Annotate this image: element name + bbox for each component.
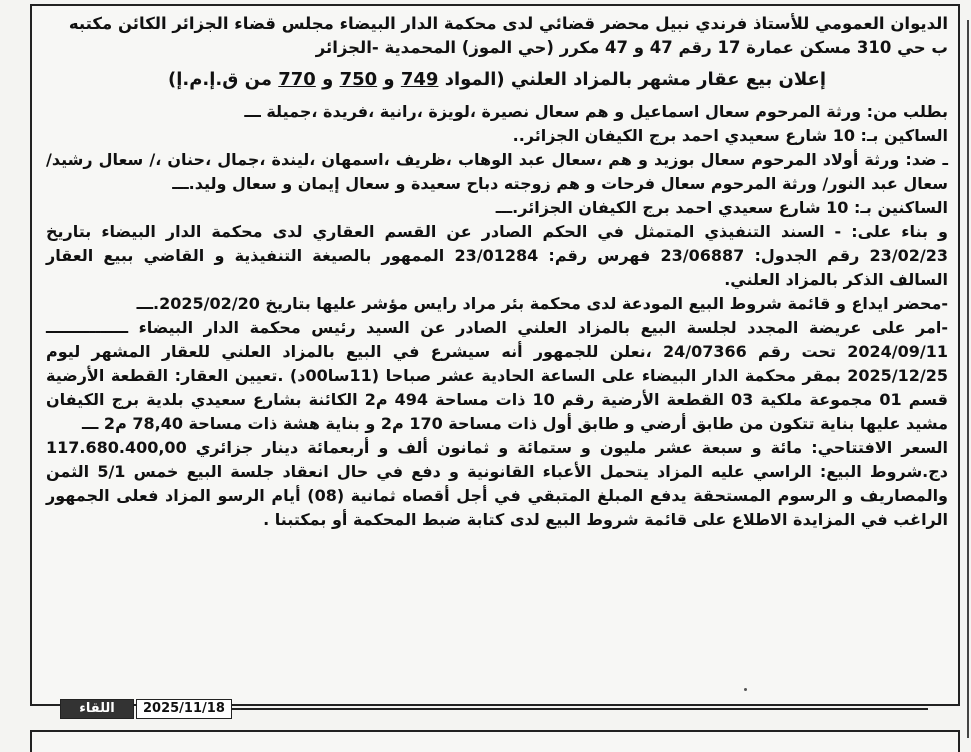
header	[46, 12, 948, 60]
paragraph-order: -امر على عريضة المجدد لجلسة البيع بالمزاد العلني الصادر عن السيد رئيس محكمة الدار البيضاء ـــــــــــــــ 2024/09/11 تحت رقم 24/07366 ،نعلن للجمهور أنه سيشرع في البيع بالمزاد العلني للعقار المشهر ليوم 2025/12/25 بمقر محكمة الدار البيضاء على الساعة الحادية عشر صباحا (11سا00د) .تعيين العقار: القطعة الأرضية قسم 01 مجموعة ملكية 03 القطعة الأرضية رقم 10 ذات مساحة 494 م2 الكائنة بشارع سعيدي بلدية برج الكيفان مشيد عليها بناية تتكون من طابق أرضي و طابق أول ذات مساحة 170 م2 و بناية هشة ذات مساحة 78,40 م2 ـــ	[46, 318, 949, 433]
paragraph-defendants: ـ ضد: ورثة أولاد المرحوم سعال بوزيد و هم ،سعال عبد الوهاب ،ظريف ،اسمهان ،ليندة ،جمال ،حنان ،/ سعال رشيد/ سعال عبد النور/ ورثة المرحوم سعال فرحات و هم زوجته دباح سعيدة و سعال إيمان و سعال وليد.ـــ	[46, 150, 948, 193]
print-speck	[744, 688, 747, 691]
footer-rule	[232, 708, 928, 710]
paragraph-price-conditions: السعر الافتتاحي: مائة و سبعة عشر مليون و ستمائة و ثمانون ألف و أربعمائة دينار جزائري 117.680.400,00 دج.شروط البيع: الراسي عليه المزاد يتحمل الأعباء القانونية و دفع في حال انعقاد جلسة البيع خمس 5/1 الثمن والمصاريف و الرسوم المستحقة يدفع المبلغ المتبقي في أجل أقصاه ثمانية (08) أيام الرسو المزاد فعلى الجمهور الراغب في المزايدة الاطلاع على قائمة شروط البيع لدى كتابة ضبط المحكمة أو بمكتبنا .	[46, 438, 949, 529]
paragraph-defendants-address: الساكنين بـ: 10 شارع سعيدي احمد برج الكيفان الجزائر.ـــ	[495, 198, 948, 217]
title-sep-1: و	[377, 69, 401, 90]
paragraph-basis: و بناء على: - السند التنفيذي المتمثل في الحكم الصادر عن القسم العقاري لدى محكمة الدار البيضاء بتاريخ 23/02/23 رقم الجدول: 23/06887 فهرس رقم: 23/01284 الممهور بالصيغة التنفيذية و القاضي ببيع العقار السالف الذكر بالمزاد العلني.	[46, 222, 949, 289]
publication-name: اللقاء	[60, 699, 134, 719]
notice-body	[32, 6, 958, 532]
notice-title	[46, 68, 948, 92]
header-line-2: ب حي 310 مسكن عمارة 17 رقم 47 و 47 مكرر (حي الموز) المحمدية -الجزائر	[315, 38, 948, 57]
title-prefix: إعلان بيع عقار مشهر بالمزاد العلني (المواد	[438, 69, 826, 90]
title-article-1: 749	[400, 69, 439, 90]
paragraph-requester: بطلب من: ورثة المرحوم سعال اسماعيل و هم سعال نصيرة ،لويزة ،رانية ،فريدة ،جميلة ـــ	[244, 102, 948, 121]
notice-frame	[30, 4, 960, 706]
page-edge-line	[967, 20, 969, 738]
title-article-3: 770	[278, 69, 316, 90]
publication-date: 2025/11/18	[136, 699, 232, 719]
publication-footer	[60, 698, 928, 720]
header-line-1: الديوان العمومي للأستاذ فرندي نبيل محضر قضائي لدى محكمة الدار البيضاء مجلس قضاء الجزائر الكائن مكتبه	[68, 14, 948, 33]
title-sep-2: و	[315, 69, 340, 90]
title-suffix: من ق.إ.م.إ)	[168, 69, 279, 90]
title-article-2: 750	[339, 69, 378, 90]
next-notice-frame	[30, 730, 960, 752]
paragraph-requester-address: الساكين بـ: 10 شارع سعيدي احمد برج الكيفان الجزائر..	[512, 126, 948, 145]
paragraph-deposit: -محضر ايداع و قائمة شروط البيع المودعة لدى محكمة بئر مراد رايس مؤشر عليها بتاريخ 2025/02/20.ـــ	[136, 294, 948, 313]
